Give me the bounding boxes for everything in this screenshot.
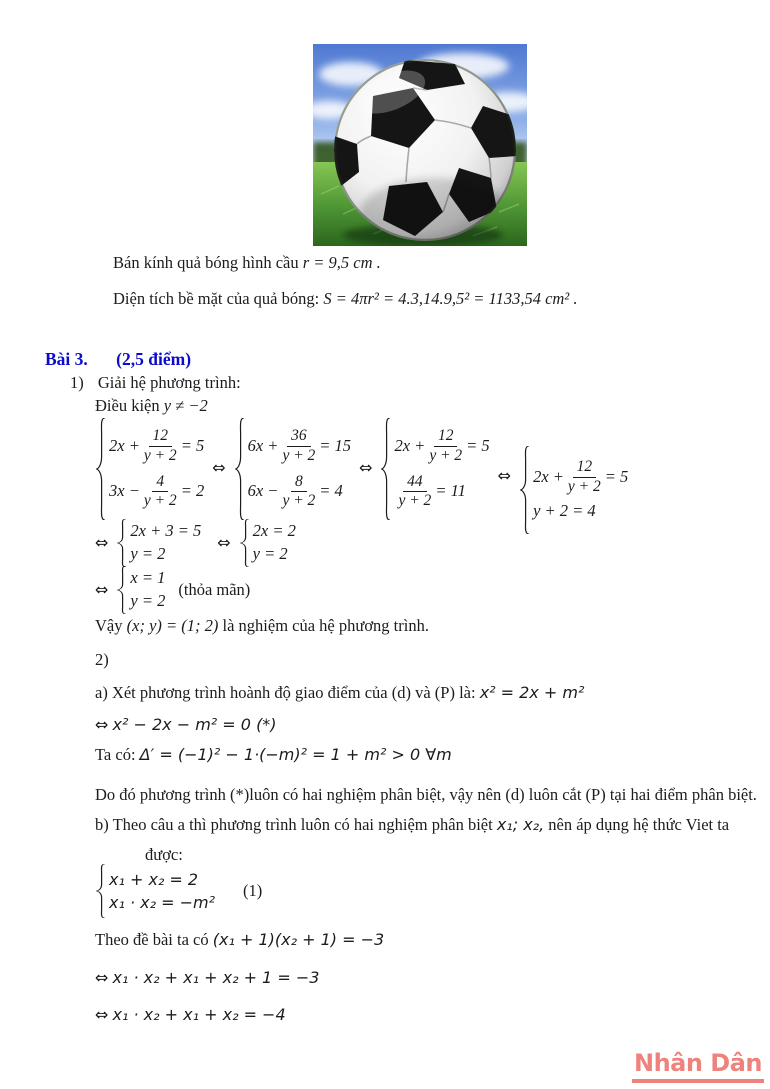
equation: 2x + $\frac{12}{y + 2}$ = 5 xyxy=(533,458,629,495)
iff-arrow: ⇔ xyxy=(217,533,231,552)
left-brace-icon xyxy=(116,519,127,567)
item-2-number: 2) xyxy=(95,650,109,669)
left-brace-icon xyxy=(234,418,245,520)
equation: 2x + $\frac{12}{y + 2}$ = 5 xyxy=(394,427,490,464)
equation: 2x + 3 = 5 xyxy=(130,521,202,541)
soccer-ball-photo xyxy=(313,44,527,246)
equation: $\frac{44}{y + 2}$ = 11 xyxy=(398,472,466,510)
left-brace-icon xyxy=(380,418,391,520)
iff-arrow: ⇔ xyxy=(95,533,109,552)
iff-b1-math: x₁ · x₂ + x₁ + x₂ + 1 = −3 xyxy=(112,968,320,987)
condition-math: y ≠ −2 xyxy=(163,396,208,415)
left-brace-icon xyxy=(95,418,106,520)
condition-text: Điều kiện xyxy=(95,396,160,415)
fraction: $\frac{44}{y + 2}$ xyxy=(398,472,432,510)
part2a-line: a) Xét phương trình hoành độ giao điểm của (d) và (P) là: x² = 2x + m² xyxy=(95,683,585,702)
system-7 xyxy=(116,566,165,614)
viet-system-row xyxy=(95,864,262,918)
iff-b2-line xyxy=(95,1005,286,1026)
equation: 2x = 2 xyxy=(252,521,296,541)
part2a-math: x² = 2x + m² xyxy=(479,683,585,702)
iff-b2-math: x₁ · x₂ + x₁ + x₂ = −4 xyxy=(112,1005,286,1024)
equation: 3x − $\frac{4}{y + 2}$ = 2 xyxy=(109,472,205,510)
fraction: $\frac{8}{y + 2}$ xyxy=(282,472,316,510)
roots-math: x₁; x₂, xyxy=(496,815,545,834)
fraction: $\frac{12}{y + 2}$ xyxy=(567,458,601,495)
problem-heading xyxy=(45,349,191,371)
radius-math: r = 9,5 cm . xyxy=(302,253,381,272)
equation-label: (1) xyxy=(243,880,263,900)
part2a-iff-line xyxy=(95,715,277,736)
system-simplified-row xyxy=(95,519,296,567)
surface-area-math: S = 4πr² = 4.3,14.9,5² = 1133,54 cm² . xyxy=(323,289,578,308)
item-1-title: Giải hệ phương trình: xyxy=(97,373,241,392)
equation: 2x + $\frac{12}{y + 2}$ = 5 xyxy=(109,427,205,464)
equation: x = 1 xyxy=(130,568,166,588)
conclusion-math: (x; y) = (1; 2) xyxy=(126,616,219,635)
fraction: $\frac{4}{y + 2}$ xyxy=(143,472,177,510)
iff-arrow: ⇔ xyxy=(497,466,512,485)
left-brace-icon xyxy=(239,519,250,567)
fraction: $\frac{12}{y + 2}$ xyxy=(429,427,463,464)
item-1-number: 1) xyxy=(70,373,84,392)
problem-points: (2,5 điểm) xyxy=(116,349,192,369)
surface-area-line xyxy=(113,289,578,310)
system-4 xyxy=(519,446,628,534)
satisfied-note: (thỏa mãn) xyxy=(178,579,251,599)
system-3 xyxy=(380,418,489,520)
theo-math: (x₁ + 1)(x₂ + 1) = −3 xyxy=(212,930,385,949)
iff-arrow: ⇔ xyxy=(212,458,226,477)
left-brace-icon xyxy=(519,446,530,534)
system-2 xyxy=(234,418,351,520)
left-brace-icon xyxy=(116,566,127,614)
problem-number: Bài 3. xyxy=(45,349,88,369)
soccer-ball-illustration xyxy=(313,44,527,246)
system-5 xyxy=(116,519,201,567)
fraction: $\frac{36}{y + 2}$ xyxy=(282,427,316,464)
iff-arrow: ⇔ xyxy=(95,1005,109,1024)
system-result-row xyxy=(95,566,250,614)
nhan-dan-watermark: Nhân Dân xyxy=(632,1048,764,1083)
equation: y + 2 = 4 xyxy=(533,501,596,521)
radius-text: Bán kính quả bóng hình cầu xyxy=(113,253,299,272)
equation: x₁ + x₂ = 2 xyxy=(109,869,199,889)
delta-line: Ta có: Δ′ = (−1)² − 1·(−m)² = 1 + m² > 0 ∀m xyxy=(95,745,452,764)
conclusion-line: Vậy (x; y) = (1; 2) là nghiệm của hệ phương trình. xyxy=(95,616,429,635)
equation: y = 2 xyxy=(130,544,166,563)
part2b-line2: được: xyxy=(145,845,183,864)
iff-b1-line xyxy=(95,968,319,989)
part2a-iff-math: x² − 2x − m² = 0 (*) xyxy=(112,715,277,734)
surface-area-text: Diện tích bề mặt của quả bóng: xyxy=(113,289,320,308)
system-1 xyxy=(95,418,204,520)
iff-arrow: ⇔ xyxy=(359,458,373,477)
left-brace-icon xyxy=(95,864,106,918)
equation: y = 2 xyxy=(252,544,288,563)
remark-line: Do đó phương trình (*)luôn có hai nghiệm phân biệt, vậy nên (d) luôn cắt (P) tại hai điểm phân biệt. xyxy=(95,785,757,804)
radius-line xyxy=(113,253,381,274)
equation: y = 2 xyxy=(130,591,166,610)
part2b-line1: b) Theo câu a thì phương trình luôn có hai nghiệm phân biệt x₁; x₂, nên áp dụng hệ thức Viet ta xyxy=(95,815,730,834)
delta-math: Δ′ = (−1)² − 1·(−m)² = 1 + m² > 0 ∀m xyxy=(139,745,452,764)
equation: x₁ · x₂ = −m² xyxy=(109,892,216,912)
equation: 6x + $\frac{36}{y + 2}$ = 15 xyxy=(247,427,352,464)
viet-system xyxy=(95,864,215,918)
system-transformations-row xyxy=(95,418,628,534)
iff-arrow: ⇔ xyxy=(95,968,109,987)
iff-arrow: ⇔ xyxy=(95,580,109,599)
fraction: $\frac{12}{y + 2}$ xyxy=(143,427,177,464)
iff-arrow: ⇔ xyxy=(95,715,109,734)
condition-line xyxy=(95,396,208,417)
item-1-line xyxy=(70,373,241,394)
system-6 xyxy=(239,519,296,567)
equation: 6x − $\frac{8}{y + 2}$ = 4 xyxy=(247,472,343,510)
theo-line: Theo đề bài ta có (x₁ + 1)(x₂ + 1) = −3 xyxy=(95,930,385,949)
